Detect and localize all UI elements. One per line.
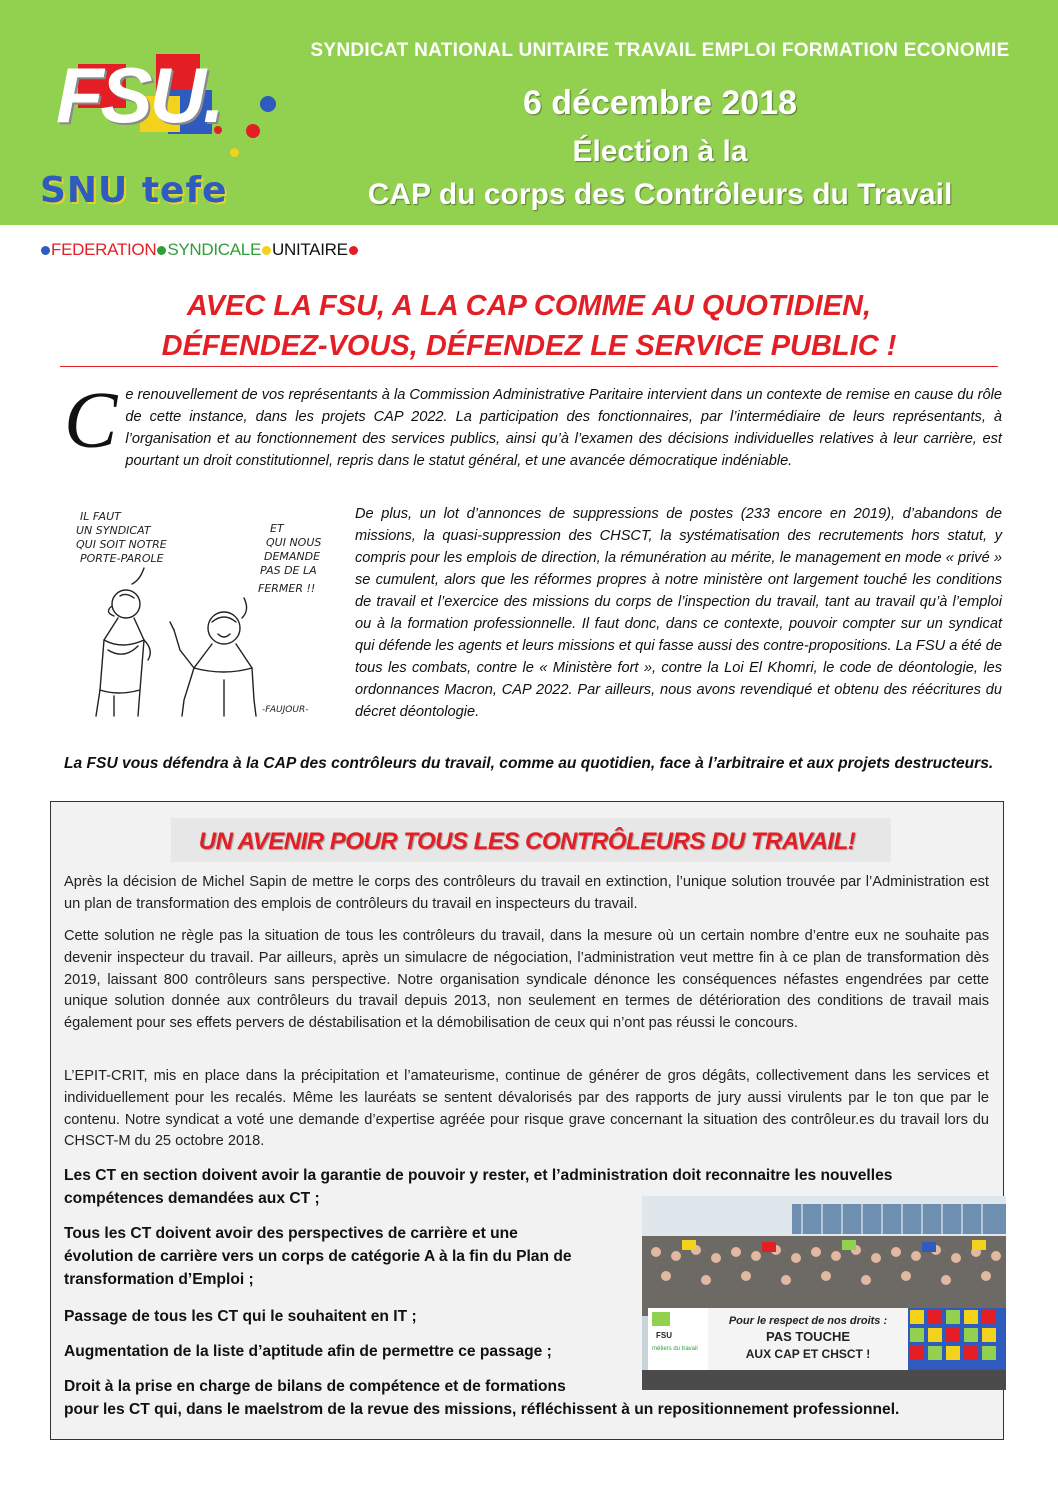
election-heading: Élection à la	[572, 135, 748, 168]
banner-line2: PAS TOUCHE	[765, 1329, 851, 1344]
yellow-dot-icon	[262, 246, 271, 255]
cartoon-illustration	[74, 500, 344, 722]
bubble1-line1: IL FAUT	[80, 510, 121, 523]
bubble2-line3: DEMANDE	[264, 550, 321, 563]
banner-line1: Pour le respect de nos droits :	[728, 1315, 888, 1327]
demand-3: Passage de tous les CT qui le souhaitent en IT ;	[64, 1308, 417, 1325]
bubble1-line4: PORTE-PAROLE	[80, 552, 164, 565]
syndicat-name: SYNDICAT NATIONAL UNITAIRE TRAVAIL EMPLOI FORMATION ECONOMIE	[310, 40, 1010, 61]
fsu-snu-logo	[36, 50, 286, 220]
intro-paragraph	[64, 377, 1002, 472]
demand-2-line2: évolution de carrière vers un corps de catégorie A à la fin du Plan de	[64, 1248, 572, 1265]
banner-logo-sub: métiers du travail	[652, 1346, 698, 1352]
demand-2-line1: Tous les CT doivent avoir des perspectives de carrière et une	[64, 1225, 518, 1242]
demand-1: Les CT en section doivent avoir la garantie de pouvoir y rester, et l’administration doit reconnaitre les nouvelles compétences demandées aux CT ;	[64, 1167, 893, 1207]
bubble1-line2: UN SYNDICAT	[76, 524, 151, 537]
box-title: UN AVENIR POUR TOUS LES CONTRÔLEURS DU TRAVAIL!	[198, 828, 856, 855]
demand-2-line3: transformation d’Emploi ;	[64, 1271, 254, 1288]
bubble2-line4: PAS DE LA	[260, 564, 317, 577]
box-paragraph-1: Après la décision de Michel Sapin de mettre le corps des contrôleurs du travail en extinction, l’unique solution trouvée par l’Administration est un plan de transformation des emplois de contrôleurs du travail en inspecteurs du travail.	[64, 874, 989, 912]
election-date: 6 décembre 2018	[522, 84, 798, 122]
intro-text: e renouvellement de vos représentants à la Commission Administrative Paritaire intervient dans un contexte de remise en cause du rôle de cette instance, dans les projets CAP 2022. La participation des fonctionnaires, par l’intermédiaire de leurs représentants, à l’organisation et au fonctionnement des services publics, ainsi qu’à l’examen des décisions individuelles relatives à leur carrière, est pourtant un droit constitutionnel, repris dans le statut général, et une avancée démocratique indéniable.	[125, 387, 1002, 469]
unitaire-word: UNITAIRE	[271, 240, 348, 259]
green-dot-icon	[157, 246, 166, 255]
main-title	[60, 286, 998, 366]
banner-line3: AUX CAP ET CHSCT !	[745, 1347, 871, 1361]
main-title-line1: AVEC LA FSU, A LA CAP COMME AU QUOTIDIEN,	[186, 290, 872, 322]
syndicale-word: SYNDICALE	[167, 240, 261, 259]
demand-4: Augmentation de la liste d’aptitude afin de permettre ce passage ;	[64, 1343, 552, 1360]
defense-statement: La FSU vous défendra à la CAP des contrôleurs du travail, comme au quotidien, face à l’arbitraire et aux projets destructeurs.	[64, 755, 994, 772]
cap-heading: CAP du corps des Contrôleurs du Travail	[367, 178, 953, 211]
demonstration-photo	[642, 1196, 1006, 1390]
demand-5-line2: pour les CT qui, dans le maelstrom de la revue des missions, réfléchissent à un repositionnement professionnel.	[64, 1401, 900, 1418]
avenir-box	[50, 801, 1004, 1440]
header-band	[0, 0, 1058, 225]
red-dot-icon	[349, 246, 358, 255]
box-paragraph-3: L’EPIT-CRIT, mis en place dans la précipitation et l’amateurisme, continue de générer de gros dégâts, collectivement dans les services et individuellement pour les recalés. Même les lauréats se sentent dévalorisés par des rapports de jury aussi virulents par le ton que par le contenu. Notre syndicat a voté une demande d’expertise agréée pour risque grave concernant la situation des contrôleur.es du travail lors du CHSCT-M du 25 octobre 2018.	[64, 1068, 989, 1150]
bubble2-line2: QUI NOUS	[266, 536, 322, 549]
blue-dot-icon	[41, 246, 50, 255]
second-paragraph: De plus, un lot d’annonces de suppressions de postes (233 encore en 2019), d’abandons de missions, la quasi-suppression des CHSCT, la systématisation des recrutements hors statut, y compris pour les emplois de direction, la rémunération au mérite, le management en mode « privé » se cumulent, alors que les réformes propres à notre ministère ont largement touché les conditions de travail et l’exercice des missions du corps de l’inspection du travail, tant au travail qu’à l’emploi ou à la formation professionnelle. Il faut donc, dans ce contexte, pouvoir compter sur un syndicat qui défende les agents et leurs missions et qui fasse aussi des contre-propositions. La FSU a été de tous les combats, contre le « Ministère fort », contre la Loi El Khomri, le code de déontologie, les ordonnances Macron, CAP 2022. Par ailleurs, nous avons revendiqué et obtenu des réécritures du décret déontologie.	[355, 506, 1002, 720]
banner-logo: FSU	[656, 1331, 672, 1340]
box-paragraph-2: Cette solution ne règle pas la situation de tous les contrôleurs du travail, dans la mesure où un certain nombre d’entre eux ne souhaite pas devenir inspecteur du travail. Par ailleurs, après un simulacre de négociation, l’administration veut mettre fin à ce plan de transformation dès 2019, laissant 800 contrôleurs sans perspective. Notre organisation syndicale dénonce les conséquences néfastes engendrées par cette unique solution donnée aux contrôleurs du travail depuis 2013, non seulement en termes de détérioration des conditions de travail mais également pour ses effets pervers de déstabilisation et la démobilisation de ceux qui n’ont pas réussi le concours.	[64, 928, 989, 1032]
cartoon-signature: -FAUJOUR-	[262, 705, 309, 715]
bubble2-line1: ET	[270, 522, 284, 535]
main-title-line2: DÉFENDEZ-VOUS, DÉFENDEZ LE SERVICE PUBLIC !	[161, 330, 897, 362]
federation-word: FEDERATION	[51, 240, 157, 259]
fsu-logo-text: FSU.	[56, 51, 222, 139]
demand-5-line1: Droit à la prise en charge de bilans de compétence et de formations	[64, 1378, 566, 1395]
title-divider	[60, 366, 998, 367]
bubble1-line3: QUI SOIT NOTRE	[76, 538, 167, 551]
snu-tefe-logo-text: SNU tefe	[40, 170, 228, 211]
federation-line	[40, 240, 359, 260]
bubble2-line5: FERMER !!	[258, 582, 316, 595]
intro-dropcap: C	[64, 377, 118, 465]
